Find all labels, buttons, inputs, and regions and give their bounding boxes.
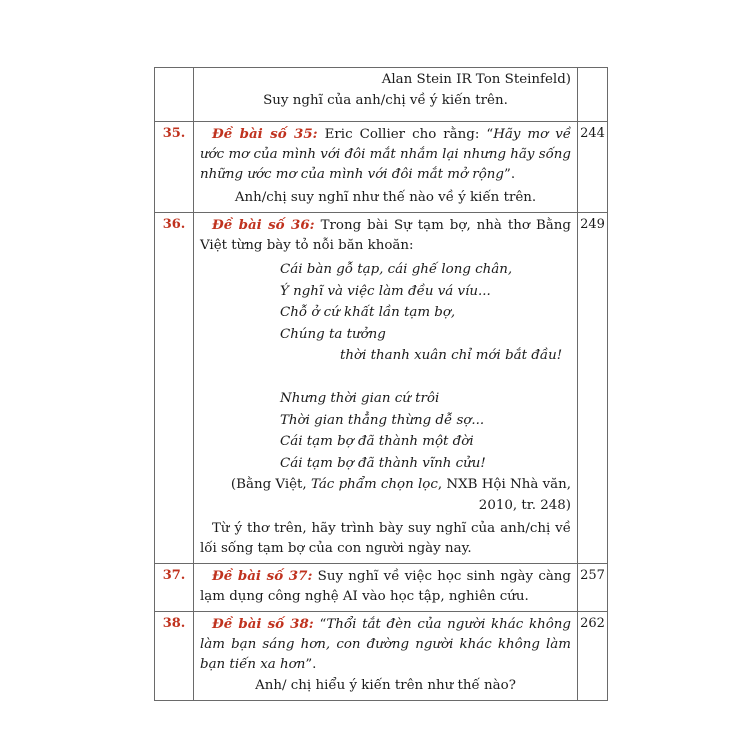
- row-content: [194, 564, 578, 612]
- page-number: [578, 68, 608, 122]
- table-row: [155, 122, 608, 213]
- row-number: 36.: [155, 213, 194, 564]
- question-text: Anh/chị suy nghĩ như thế nào về ý kiến trên.: [234, 190, 537, 205]
- prompt-label: Đề bài số 35:: [212, 126, 318, 142]
- row-content: [194, 122, 578, 213]
- prompt-text: Đề bài số 37: Suy nghĩ về việc học sinh ngày càng lạm dụng công nghệ AI vào học tập, nghiên cứu.: [200, 568, 571, 604]
- prompt-label: Đề bài số 37:: [212, 568, 313, 584]
- row-number: 38.: [155, 612, 194, 701]
- table-row: [155, 564, 608, 612]
- poem-source: (Bằng Việt, Tác phẩm chọn lọc, NXB Hội Nhà văn,: [230, 477, 571, 492]
- poem: [280, 259, 571, 474]
- row-number: 35.: [155, 122, 194, 213]
- page-number: 262: [578, 612, 608, 701]
- table-row: [155, 213, 608, 564]
- row-content: [194, 612, 578, 701]
- page-number: 257: [578, 564, 608, 612]
- prompt-label: Đề bài số 38:: [212, 616, 314, 632]
- poem-source-year: 2010, tr. 248): [478, 498, 571, 513]
- question-text: Anh/ chị hiểu ý kiến trên như thế nào?: [255, 678, 516, 693]
- poem-line: Thời gian thẳng thừng dễ sợ...: [280, 412, 485, 428]
- page-number: 244: [578, 122, 608, 213]
- poem-line: Chúng ta tưởng: [280, 326, 386, 342]
- poem-line: Ý nghĩ và việc làm đều vá víu...: [280, 283, 491, 299]
- prompt-text: Đề bài số 36: Trong bài Sự tạm bợ, nhà thơ Bằng Việt từng bày tỏ nỗi băn khoăn:: [200, 217, 571, 253]
- row-number: 37.: [155, 564, 194, 612]
- poem-line: Cái tạm bợ đã thành một đời: [280, 434, 474, 449]
- row-content: [194, 68, 578, 122]
- prompt-quote: Thổi tắt đèn của người khác không làm bạn sáng hơn, con đường người khác không làm bạn tiến xa hơn: [200, 617, 571, 672]
- poem-line: Chỗ ở cứ khất lần tạm bợ,: [280, 305, 456, 320]
- row-content: [194, 213, 578, 564]
- prompt-text: Đề bài số 38: “Thổi tắt đèn của người khác không làm bạn sáng hơn, con đường người khác không làm bạn tiến xa hơn”.: [200, 616, 571, 672]
- question-text: Từ ý thơ trên, hãy trình bày suy nghĩ của anh/chị về lối sống tạm bợ của con người ngày nay.: [200, 521, 571, 556]
- contents-table: [154, 67, 608, 701]
- table-row: [155, 68, 608, 122]
- poem-line: thời thanh xuân chỉ mới bắt đầu!: [340, 348, 563, 363]
- page-number: 249: [578, 213, 608, 564]
- poem-line: Nhưng thời gian cứ trôi: [280, 391, 440, 406]
- prompt-quote: Hãy mơ về ước mơ của mình với đôi mắt nhắm lại nhưng hãy sống những ước mơ của mình với đôi mắt mở rộng: [200, 127, 571, 182]
- prompt-label: Đề bài số 36:: [212, 217, 315, 233]
- table-row: [155, 612, 608, 701]
- quote-attribution: Alan Stein IR Ton Steinfeld): [381, 72, 571, 87]
- poem-line: Cái bàn gỗ tạp, cái ghế long chân,: [280, 262, 513, 277]
- prompt-text: Đề bài số 35: Eric Collier cho rằng: “Hãy mơ về ước mơ của mình với đôi mắt nhắm lại nhưng hãy sống những ước mơ của mình với đôi mắt mở rộng”.: [200, 126, 571, 182]
- question-text: Suy nghĩ của anh/chị về ý kiến trên.: [263, 93, 508, 108]
- poem-line: Cái tạm bợ đã thành vĩnh cửu!: [280, 455, 486, 471]
- row-number: [155, 68, 194, 122]
